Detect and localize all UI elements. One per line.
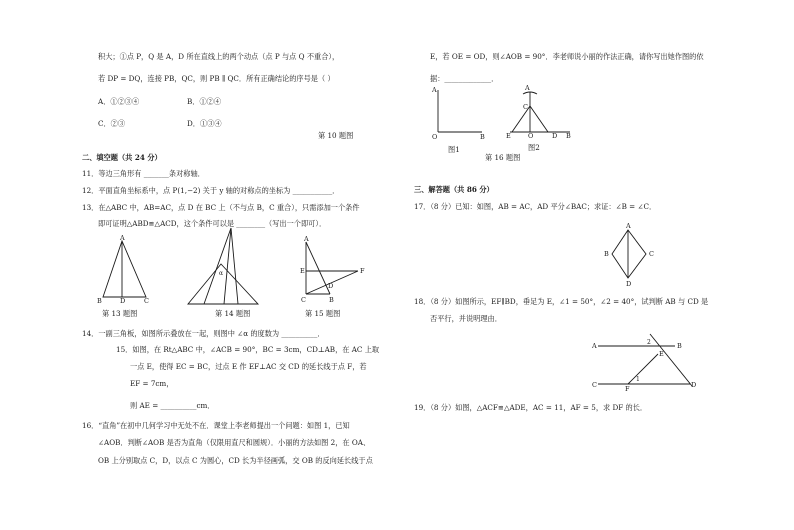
- fig18-label-b: B: [677, 342, 682, 350]
- fig13-label-c: C: [144, 297, 149, 305]
- fig13-label-a: A: [120, 234, 125, 242]
- q13-text-line2: 即可证明△ABD≌△ACD，这个条件可以是 ________（写出一个即可）．: [98, 219, 327, 228]
- q11-text: 11．等边三角形有 _______条对称轴．: [82, 169, 205, 178]
- section3-title: 三、解答题（共 86 分）: [414, 185, 494, 194]
- fig17-label-b: B: [604, 250, 609, 258]
- figure-13: [96, 236, 156, 306]
- q10-option-a: A．①②③④: [98, 97, 140, 106]
- fig15-label-a: A: [304, 235, 309, 243]
- fig15-label-e: E: [300, 267, 305, 275]
- fig10-caption: 第 10 题图: [318, 131, 354, 140]
- fig16-1-label-a: A: [432, 86, 437, 94]
- q13-text-line1: 13．在△ABC 中，AB=AC，点 D 在 BC 上（不与点 B，C 重合），只需添加一个条件: [82, 203, 360, 212]
- q18-text-line1: 18．（8 分）如图所示，EF∥BD，垂足为 E，∠1 = 50°，∠2 = 40°，试判断 AB 与 CD 是: [414, 297, 709, 306]
- fig18-label-e: E: [659, 350, 664, 358]
- fig15-label-d: D: [328, 282, 334, 290]
- q16-cont-line2: 据：_____________．: [430, 74, 499, 83]
- fig13-label-d: D: [120, 297, 126, 305]
- q16-cont-line1: E，若 OE = OD，则∠AOB = 90°．李老师说小丽的作法正确，请你写出她作图的依: [430, 52, 704, 61]
- fig16-2-label-e: E: [506, 132, 511, 140]
- figure-18: [590, 332, 720, 392]
- fig15-label-c: C: [301, 296, 306, 304]
- q15-text-line4: 则 AE = __________cm．: [130, 401, 215, 410]
- q14-text: 14．一副三角板，如图所示叠放在一起，则图中 ∠α 的度数为 __________．: [82, 329, 325, 338]
- q15-text-line2: 一点 E，使得 EC = BC，过点 E 作 EF⊥AC 交 CD 的延长线于点 F，若: [130, 362, 367, 371]
- fig16-2-label-c: C: [523, 103, 528, 111]
- fig17-label-d: D: [626, 280, 632, 288]
- fig18-label-d: D: [691, 381, 697, 389]
- fig14-caption: 第 14 题图: [215, 309, 251, 318]
- fig16-1-label-o: O: [432, 133, 438, 141]
- fig16-2-label-d: D: [552, 132, 558, 140]
- q16-text-line3: OB 上分别取点 C，D，以点 C 为圆心，CD 长为半径画弧，交 OB 的反向延长线于点: [98, 456, 373, 465]
- fig16-2-label-a: A: [525, 84, 530, 92]
- q17-text: 17．（8 分）已知：如图，AB = AC，AD 平分∠BAC；求证：∠B = ∠C．: [414, 202, 657, 211]
- q19-text: 19．（8 分）如图，△ACF≌△ADE，AC = 11，AF = 5，求 DF 的长．: [414, 403, 648, 412]
- fig14-label-alpha: α: [219, 270, 224, 277]
- fig15-label-f: F: [360, 267, 365, 275]
- fig18-label-c: C: [592, 381, 597, 389]
- fig18-label-2: 2: [647, 339, 651, 346]
- fig13-label-b: B: [97, 297, 102, 305]
- fig16-sub2: 图2: [528, 143, 540, 152]
- fig17-label-c: C: [649, 250, 654, 258]
- fig16-caption: 第 16 题图: [485, 153, 521, 162]
- fig16-sub1: 图1: [448, 145, 460, 154]
- q10-option-b: B．①②④: [187, 97, 222, 106]
- section2-title: 二、填空题（共 24 分）: [82, 153, 162, 162]
- figure-17: [600, 220, 660, 290]
- q10-option-c: C．②③: [98, 119, 126, 128]
- figure-14: [176, 226, 266, 311]
- fig17-label-a: A: [626, 222, 631, 230]
- q16-text-line1: 16．“直角”在初中几何学习中无处不在．课堂上李老师提出一个问题：如图 1，已知: [82, 421, 350, 430]
- q10-option-d: D．①③④: [187, 119, 222, 128]
- q18-text-line2: 否平行，并说明理由．: [430, 314, 502, 323]
- q15-text-line1: 15．如图，在 Rt△ABC 中，∠ACB = 90°，BC = 3cm，CD⊥AB，在 AC 上取: [116, 345, 380, 354]
- figure-15: [300, 236, 370, 306]
- fig13-caption: 第 13 题图: [102, 309, 138, 318]
- q10-text-line2: 若 DP = DQ，连接 PB，QC，则 PB ∥ QC．所有正确结论的序号是（ ）: [98, 74, 335, 83]
- q10-text-line1: 积大；①点 P，Q 是 A，D 所在直线上的两个动点（点 P 与点 Q 不重合），: [98, 52, 340, 61]
- fig18-label-a: A: [592, 342, 597, 350]
- fig16-2-label-o: O: [528, 132, 534, 140]
- figure-16: [430, 84, 580, 154]
- fig16-1-label-b: B: [480, 133, 485, 141]
- fig16-2-label-b: B: [566, 132, 571, 140]
- fig15-label-b: B: [329, 296, 334, 304]
- fig18-label-f: F: [625, 385, 630, 393]
- fig15-caption: 第 15 题图: [305, 309, 341, 318]
- q16-text-line2: ∠AOB．判断∠AOB 是否为直角（仅限用直尺和圆规）．小丽的方法如图 2，在 OA、: [98, 438, 371, 447]
- fig18-label-1: 1: [636, 376, 640, 383]
- q12-text: 12．平面直角坐标系中，点 P(1,−2) 关于 y 轴的对称点的坐标为 ___________．: [82, 186, 340, 195]
- q15-text-line3: EF = 7cm，: [130, 379, 174, 388]
